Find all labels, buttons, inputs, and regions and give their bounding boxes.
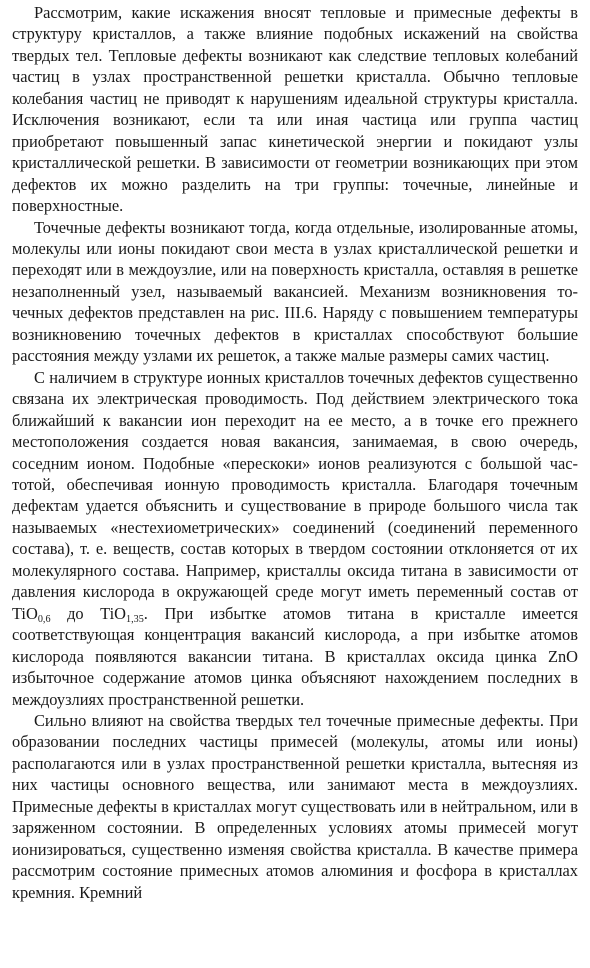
subscript-min-oxygen: 0,6 [37,613,51,625]
paragraph-text: до TiO [50,603,127,623]
paragraph-text: Точечные дефекты возникают тогда, когда отдельные, изолированные атомы, молекулы или ионы покидают свои места в узлах кристаллической решетки и переходят или в междоузлие, или на поверхность кристалла, оставляя в решетке незаполненный узел, называемый вакансией. Механизм возникновения точечных дефектов представлен на рис. III.6. Наряду с повышением температуры возникновению точечных дефектов в кристаллах способствуют большие расстояния между узлами их решеток, а также малые размеры самих частиц. [12,217,578,366]
paragraph-point-defects [12,217,578,367]
paragraph-ionic-conductivity [12,367,578,710]
subscript-max-oxygen: 1,35 [126,613,144,625]
paragraph-impurity-defects [12,710,578,903]
paragraph-text: Рассмотрим, какие искажения вносят тепловые и примесные дефекты в структуру кристаллов, а также влияние подобных искажений на свойства твердых тел. Тепловые дефекты возникают как следствие тепловых колебаний частиц в узлах пространственной решетки кристалла. Обычно тепловые колебания частиц не приводят к нарушениям идеальной структуры кристалла. Исключения возникают, если та или иная частица или группа частиц приобретают повышенный запас кинетической энергии и покидают узлы кристаллической решетки. В зависимости от геометрии возникающих при этом дефектов их можно разделить на три группы: точечные, линейные и поверхностные. [12,3,578,216]
paragraph-thermal-defects [12,2,578,217]
paragraph-text: . При избытке атомов титана в кристалле имеется соответствующая концентрация вакансий кислорода, а при избытке атомов кислорода появляются вакансии титана. В кристаллах оксида цинка ZnO избыточное содержание атомов цинка объясняют нахождением последних в междоузлиях пространственной решетки. [12,603,579,709]
paragraph-text: Сильно влияют на свойства твердых тел точечные примесные дефекты. При образовании последних частицы примесей (молекулы, атомы или ионы) располагаются или в узлах пространственной решетки кристалла, вытесняя из них частицы основного вещества, или занимают места в междоузлиях. Примесные дефекты в кристаллах могут существовать или в нейтральном, или в заряженном состоянии. В определенных условиях атомы примесей могут ионизироваться, существенно изменяя свойства кристалла. В качестве примера рассмотрим состояние примесных атомов алюминия и фосфора в кристаллах кремния. Кремний [12,710,578,902]
paragraph-text: С наличием в структуре ионных кристаллов точечных дефектов существенно связана их электрическая проводимость. Под действием электрического тока ближайший к вакансии ион переходит на ее место, а в точке его прежнего местоположения создается новая вакансия, занимаемая, в свою очередь, соседним ионом. Подобные «перескоки» ионов реализуются с большой частотой, обеспечивая ионную проводимость кристалла. Благодаря точечным дефектам удается объяснить и существование в природе большого числа так называемых «нестехиометрических» соединений (соединений переменного состава), т. е. веществ, состав которых в твердом состоянии отклоняется от их молекулярного состава. Например, кристаллы оксида титана в зависимости от давления кислорода в окружающей среде могут иметь переменный состав от TiO [12,367,578,623]
